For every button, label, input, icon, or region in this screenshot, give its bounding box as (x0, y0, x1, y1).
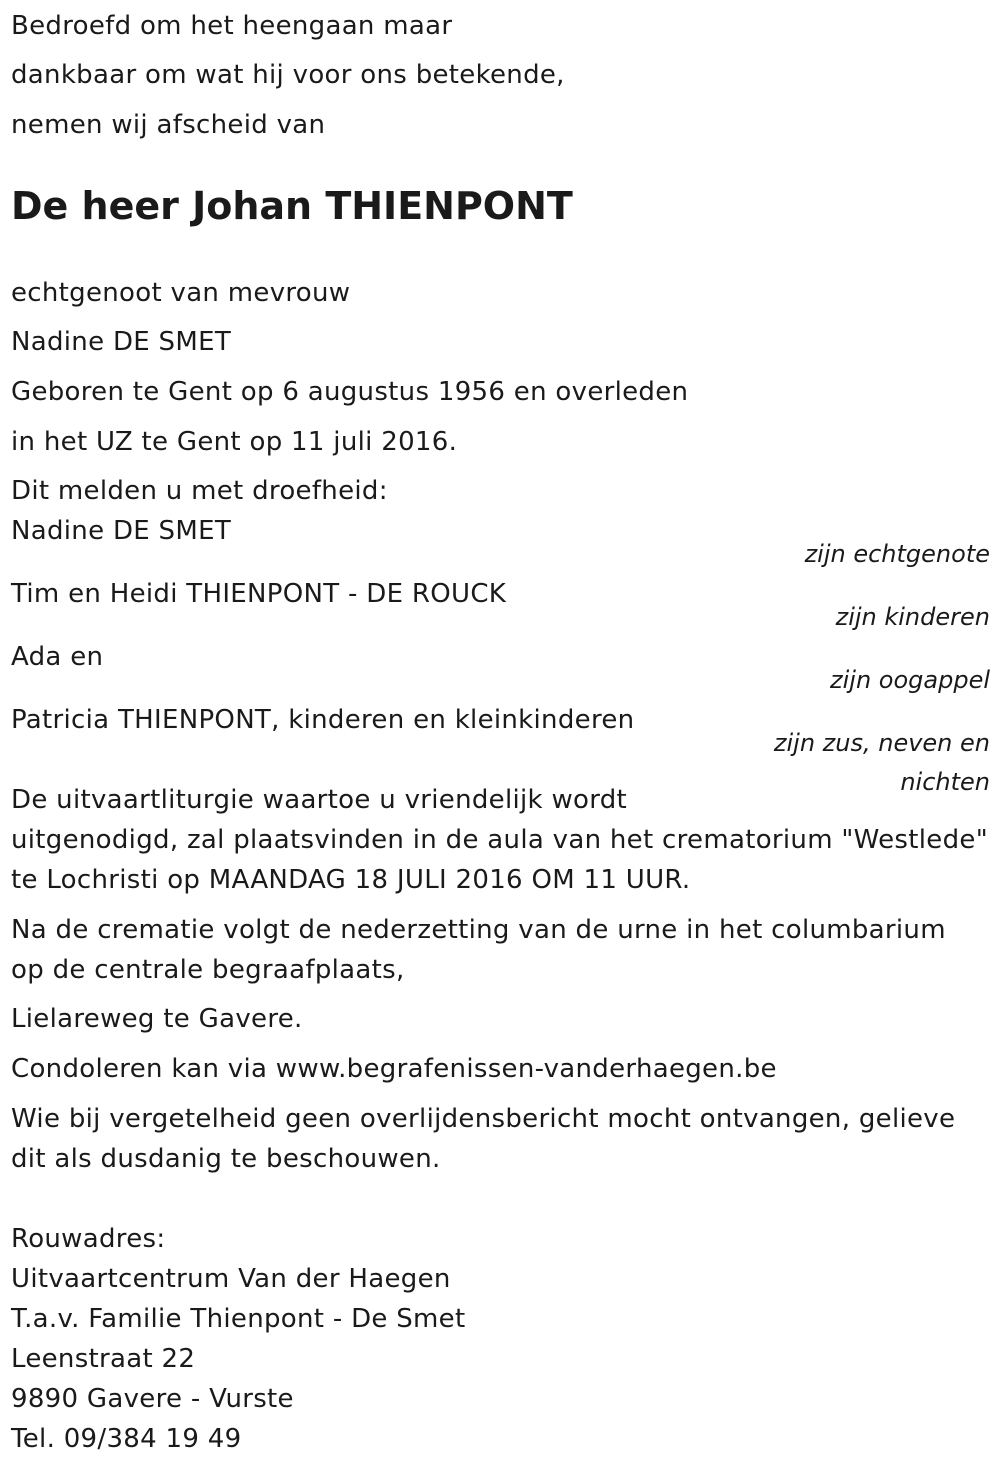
intro-line-3: nemen wij afscheid van (11, 110, 326, 140)
notice-line-2: dit als dusdanig te beschouwen. (11, 1144, 441, 1174)
address-line-1: Uitvaartcentrum Van der Haegen (11, 1264, 451, 1294)
cremation-line-3: Lielareweg te Gavere. (11, 1004, 303, 1034)
mourner-relation: zijn zus, neven en (773, 729, 990, 757)
mourner-relation: zijn oogappel (830, 666, 990, 694)
address-line-2: T.a.v. Familie Thienpont - De Smet (11, 1304, 466, 1334)
ceremony-line-2: uitgenodigd, zal plaatsvinden in de aula van het crematorium "Westlede" (11, 825, 988, 855)
condolences: Condoleren kan via www.begrafenissen-vanderhaegen.be (11, 1054, 777, 1084)
mourner-name: Ada en (11, 642, 104, 672)
intro-line-1: Bedroefd om het heengaan maar (11, 11, 453, 41)
cremation-line-2: op de centrale begraafplaats, (11, 955, 405, 985)
mourner-relation: zijn kinderen (835, 603, 990, 631)
details-line-2: Nadine DE SMET (11, 327, 232, 357)
details-line-3: Geboren te Gent op 6 augustus 1956 en overleden (11, 377, 689, 407)
mourner-relation: zijn echtgenote (804, 540, 990, 568)
cremation-line-1: Na de crematie volgt de nederzetting van de urne in het columbarium (11, 915, 946, 945)
mourner-name: Patricia THIENPONT, kinderen en kleinkinderen (11, 705, 635, 735)
address-line-3: Leenstraat 22 (11, 1344, 196, 1374)
deceased-name: De heer Johan THIENPONT (11, 184, 573, 228)
mourner-name: Tim en Heidi THIENPONT - DE ROUCK (11, 579, 507, 609)
ceremony-line-3: te Lochristi op MAANDAG 18 JULI 2016 OM 11 UUR. (11, 865, 691, 895)
address-line-5: Tel. 09/384 19 49 (11, 1424, 242, 1454)
mourner-relation-continued: nichten (900, 768, 990, 796)
ceremony-line-1: De uitvaartliturgie waartoe u vriendelijk wordt (11, 785, 628, 815)
mourner-name: Nadine DE SMET (11, 516, 232, 546)
details-line-4: in het UZ te Gent op 11 juli 2016. (11, 427, 458, 457)
address-label: Rouwadres: (11, 1224, 166, 1254)
mourners-intro: Dit melden u met droefheid: (11, 476, 388, 506)
details-line-1: echtgenoot van mevrouw (11, 278, 351, 308)
intro-line-2: dankbaar om wat hij voor ons betekende, (11, 60, 565, 90)
address-line-4: 9890 Gavere - Vurste (11, 1384, 294, 1414)
notice-line-1: Wie bij vergetelheid geen overlijdensbericht mocht ontvangen, gelieve (11, 1104, 956, 1134)
